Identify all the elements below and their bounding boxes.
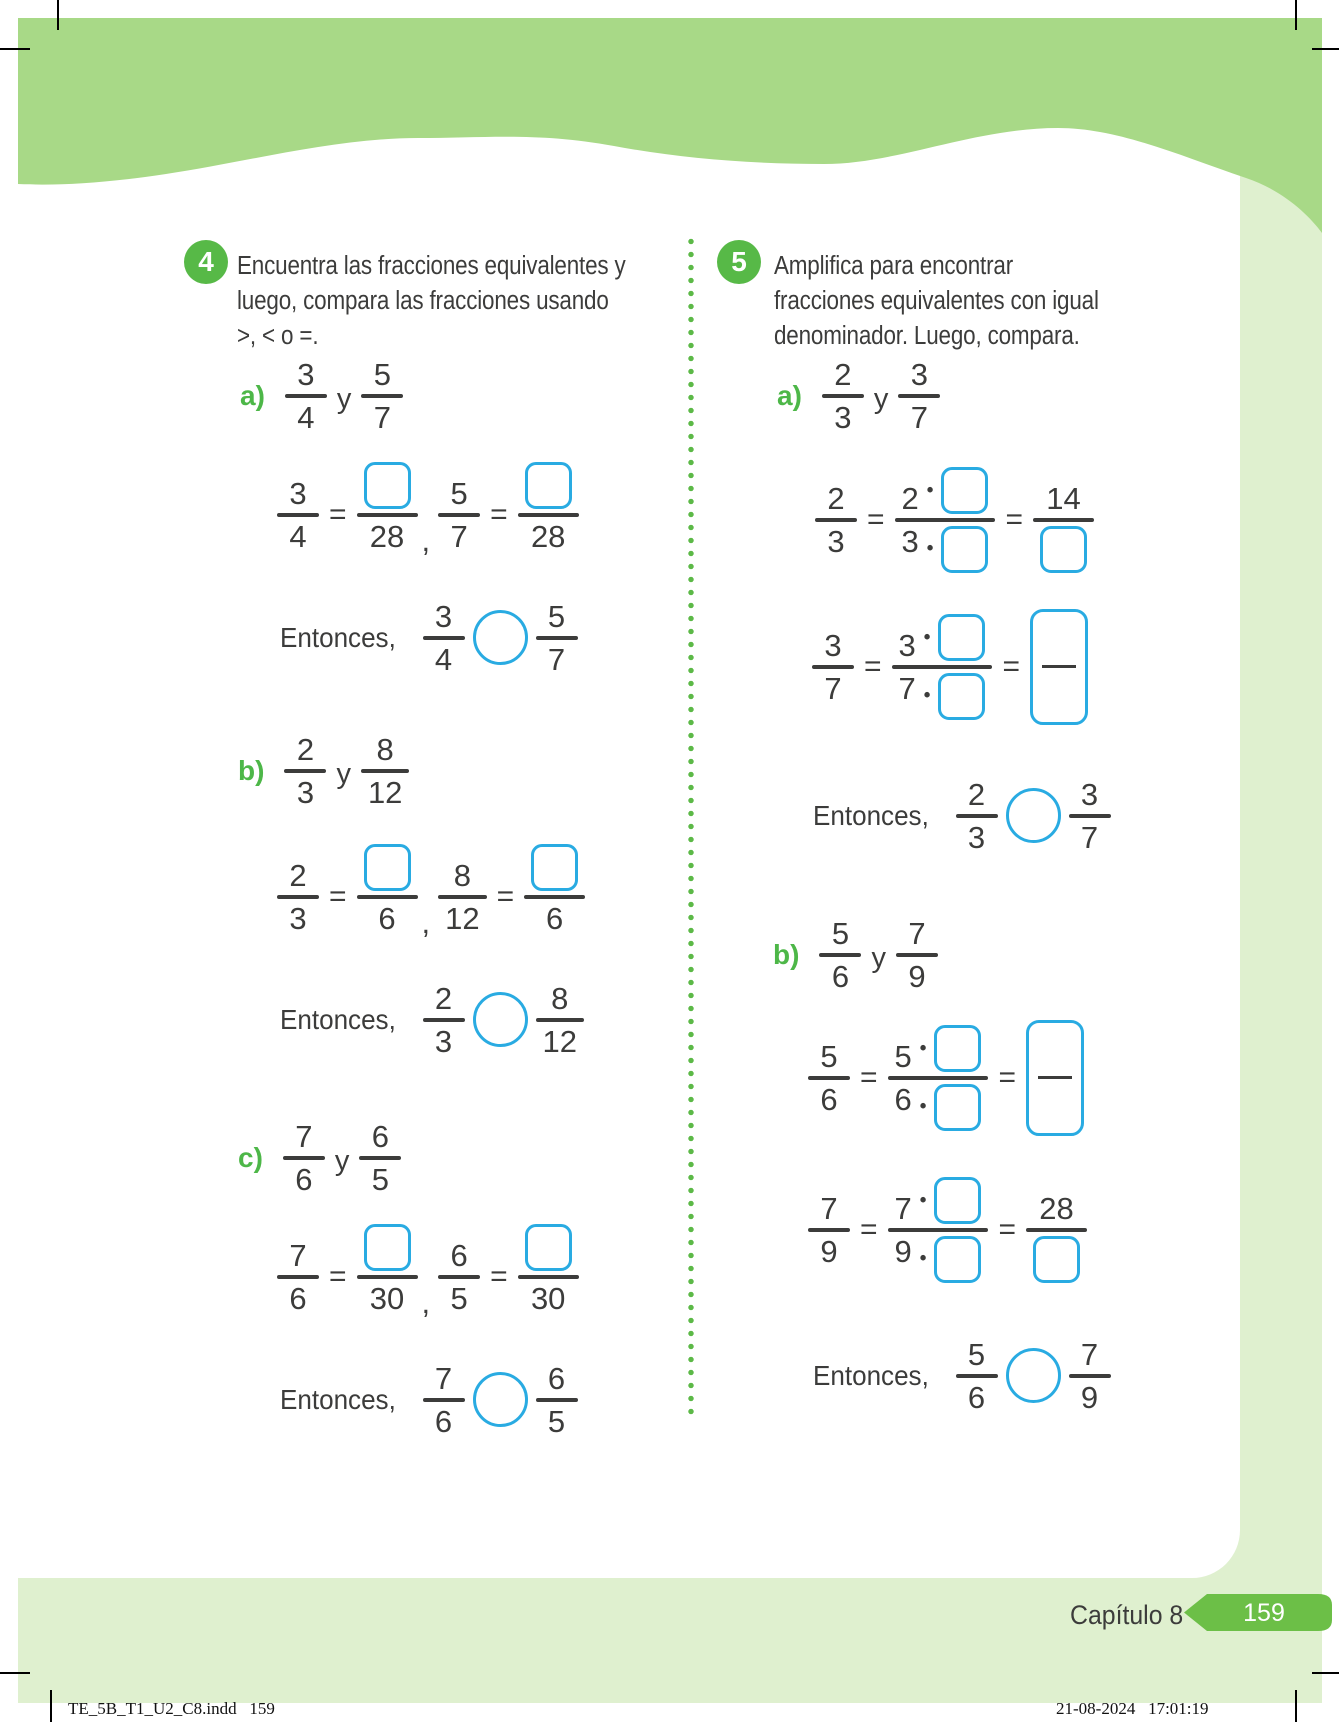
factor: 7: [898, 670, 916, 706]
multiply-dot: •: [926, 480, 934, 501]
answer-box[interactable]: [934, 1236, 981, 1283]
equals-sign: =: [1005, 502, 1023, 536]
denominator: 28: [369, 518, 405, 554]
part-row-4c: [238, 1120, 401, 1196]
numerator: 7: [820, 1191, 838, 1226]
fraction: [956, 1338, 998, 1414]
header-wave: [18, 18, 1322, 233]
answer-box[interactable]: [364, 844, 411, 891]
conjunction: y: [336, 758, 351, 791]
crop-mark: [1295, 0, 1297, 30]
fraction: [536, 982, 584, 1058]
entonces-row-4b: [280, 982, 584, 1058]
column-divider: [688, 238, 694, 1418]
multiply-dot: •: [923, 684, 931, 706]
fraction: [361, 733, 409, 809]
part-label: a): [777, 379, 802, 411]
fraction: [536, 600, 578, 676]
part-label: b): [238, 754, 265, 786]
crop-mark: [0, 1672, 30, 1674]
crop-mark: [0, 48, 30, 50]
fraction: [285, 358, 327, 434]
fraction: [438, 1239, 480, 1315]
entonces-row-5b: [813, 1338, 1111, 1414]
part-row-5a: [777, 358, 940, 434]
equation-row-4c: [277, 1219, 579, 1335]
comparison-circle[interactable]: [1006, 788, 1061, 843]
numerator: 7: [1080, 1337, 1099, 1372]
problem4-prompt: [237, 249, 626, 354]
numerator: 2: [296, 732, 315, 767]
factor: 6: [894, 1081, 912, 1117]
product-fraction: [892, 607, 993, 727]
fraction-answer-numerator: [518, 457, 579, 573]
problem-number-badge: 5: [717, 240, 761, 284]
print-slug-filename: TE_5B_T1_U2_C8.indd 159: [68, 1699, 275, 1718]
denominator: 3: [827, 523, 845, 559]
comma: ,: [421, 904, 431, 940]
equals-sign: =: [860, 1060, 878, 1094]
answer-box[interactable]: [938, 673, 985, 720]
fraction-answer-box[interactable]: [1030, 609, 1088, 725]
denominator: 3: [834, 399, 852, 435]
numerator: 7: [434, 1361, 453, 1396]
fraction: [808, 1192, 850, 1268]
denominator: 9: [908, 958, 926, 994]
numerator: 3: [297, 357, 315, 392]
equals-sign: =: [998, 1212, 1016, 1246]
fraction: [438, 859, 486, 935]
crop-mark: [1312, 48, 1339, 50]
equals-sign: =: [867, 502, 885, 536]
answer-box[interactable]: [934, 1025, 981, 1072]
answer-box[interactable]: [938, 614, 985, 661]
multiply-dot: •: [923, 627, 931, 648]
equals-sign: =: [329, 1259, 347, 1293]
entonces-label: Entonces,: [280, 621, 396, 653]
equation-row-5b-1: [808, 1018, 1084, 1138]
numerator: 6: [371, 1119, 390, 1154]
problem-number-badge: 4: [184, 240, 228, 284]
fraction: [423, 982, 465, 1058]
part-label: b): [773, 938, 800, 970]
numerator: 5: [373, 357, 392, 392]
denominator: 6: [831, 958, 850, 994]
numerator: 5: [820, 1039, 838, 1074]
factor: 2: [901, 481, 919, 516]
denominator: 30: [369, 1280, 405, 1316]
multiply-dot: •: [919, 1095, 927, 1117]
product-fraction: [888, 1170, 989, 1290]
fraction: [898, 358, 940, 434]
equals-sign: =: [496, 879, 515, 913]
fraction: [822, 358, 864, 434]
fraction-answer-numerator: [357, 839, 418, 955]
comparison-circle[interactable]: [473, 1372, 528, 1427]
entonces-row-4a: [280, 600, 578, 676]
product-fraction: [895, 460, 996, 580]
frame-bottom-band: [18, 1578, 1322, 1703]
fraction: [812, 629, 854, 705]
comparison-circle[interactable]: [473, 992, 528, 1047]
denominator: 9: [820, 1233, 838, 1269]
denominator: 7: [547, 641, 566, 677]
denominator: 5: [371, 1161, 390, 1197]
fraction-answer-numerator: [524, 839, 585, 955]
print-slug-datetime: 21-08-2024 17:01:19: [1056, 1699, 1209, 1718]
fraction: [815, 482, 857, 558]
problem5-prompt: [774, 249, 1099, 354]
part-label: c): [238, 1141, 263, 1173]
numerator: 2: [834, 357, 852, 392]
answer-box[interactable]: [1033, 1236, 1080, 1283]
denominator: 3: [289, 900, 307, 936]
fraction: [277, 859, 319, 935]
fraction: [1069, 778, 1111, 854]
denominator: 4: [297, 399, 315, 435]
fraction: [896, 917, 938, 993]
product-fraction: [888, 1018, 989, 1138]
fraction: [361, 358, 403, 434]
prompt-line: Amplifica para encontrar: [774, 252, 1014, 280]
fraction-answer-denominator: [1026, 1172, 1087, 1288]
prompt-line: >, < o =.: [237, 322, 319, 350]
comparison-circle[interactable]: [473, 610, 528, 665]
equals-sign: =: [329, 497, 347, 531]
fraction: [808, 1040, 850, 1116]
numerator: 3: [824, 628, 842, 663]
denominator: 28: [530, 518, 566, 554]
crop-mark: [1295, 1690, 1297, 1722]
denominator: 6: [295, 1161, 313, 1197]
equation-row-5b-2: [808, 1170, 1087, 1290]
denominator: 4: [289, 518, 307, 554]
factor: 5: [894, 1039, 912, 1074]
denominator: 4: [434, 641, 453, 677]
numerator: 3: [1080, 777, 1099, 812]
fraction: [1069, 1338, 1111, 1414]
fraction: [423, 600, 465, 676]
numerator: 14: [1046, 481, 1081, 516]
multiply-dot: •: [919, 1038, 927, 1059]
equation-row-5a-1: [815, 460, 1094, 580]
fraction: [284, 733, 326, 809]
answer-box[interactable]: [934, 1177, 981, 1224]
conjunction: y: [334, 1145, 350, 1178]
answer-box[interactable]: [364, 1224, 411, 1271]
fraction-answer-numerator: [518, 1219, 579, 1335]
equation-row-4b: [277, 839, 585, 955]
answer-box[interactable]: [934, 1084, 981, 1131]
numerator: 5: [967, 1337, 986, 1372]
numerator: 6: [547, 1361, 566, 1396]
denominator: 7: [824, 670, 842, 706]
denominator: 7: [1080, 819, 1099, 855]
answer-box[interactable]: [941, 526, 988, 573]
multiply-dot: •: [919, 1247, 927, 1269]
conjunction: y: [873, 383, 889, 416]
numerator: 5: [831, 916, 850, 951]
factor: 7: [894, 1191, 912, 1226]
entonces-label: Entonces,: [813, 1359, 929, 1391]
crop-mark: [57, 0, 59, 30]
fraction: [819, 917, 861, 993]
prompt-line: Encuentra las fracciones equivalentes y: [237, 252, 626, 280]
page-number: 159: [1243, 1599, 1285, 1627]
numerator: 8: [551, 981, 569, 1016]
answer-box[interactable]: [1040, 526, 1087, 573]
part-row-5b: [773, 917, 938, 993]
fraction: [536, 1362, 578, 1438]
equation-row-4a: [277, 457, 579, 573]
denominator: 6: [820, 1081, 838, 1117]
numerator: 7: [908, 916, 926, 951]
denominator: 7: [910, 399, 929, 435]
comparison-circle[interactable]: [1006, 1348, 1061, 1403]
numerator: 7: [295, 1119, 313, 1154]
answer-box[interactable]: [525, 1224, 572, 1271]
prompt-line: luego, compara las fracciones usando: [237, 287, 609, 315]
numerator: 8: [376, 732, 394, 767]
equals-sign: =: [490, 497, 508, 531]
fraction-answer-denominator: [1033, 462, 1094, 578]
fraction: [277, 477, 319, 553]
denominator: 6: [546, 900, 564, 936]
denominator: 3: [434, 1023, 453, 1059]
answer-box[interactable]: [531, 844, 578, 891]
page-number-badge: [1184, 1594, 1332, 1631]
denominator: 5: [547, 1403, 566, 1439]
numerator: 2: [434, 981, 453, 1016]
fraction: [438, 477, 480, 553]
denominator: 6: [434, 1403, 453, 1439]
part-row-4b: [238, 733, 409, 809]
comma: ,: [421, 522, 431, 558]
equals-sign: =: [1002, 649, 1020, 683]
numerator: 8: [453, 858, 472, 893]
fraction-answer-numerator: [357, 457, 418, 573]
denominator: 12: [542, 1023, 578, 1059]
equals-sign: =: [490, 1259, 508, 1293]
numerator: 2: [289, 858, 307, 893]
answer-box[interactable]: [364, 462, 411, 509]
conjunction: y: [336, 383, 352, 416]
numerator: 7: [289, 1238, 307, 1273]
denominator: 7: [450, 518, 468, 554]
fraction: [956, 778, 998, 854]
equation-row-5a-2: [812, 607, 1088, 727]
part-row-4a: [240, 358, 403, 434]
multiply-dot: •: [919, 1190, 927, 1211]
answer-box[interactable]: [525, 462, 572, 509]
numerator: 5: [547, 599, 566, 634]
entonces-row-4c: [280, 1362, 578, 1438]
factor: 3: [901, 523, 919, 559]
fraction: [283, 1120, 325, 1196]
fraction-answer-box[interactable]: [1026, 1020, 1084, 1136]
fraction: [277, 1239, 319, 1315]
crop-mark: [50, 1690, 52, 1722]
chapter-label: Capítulo 8: [1070, 1600, 1184, 1630]
entonces-label: Entonces,: [280, 1003, 396, 1035]
denominator: 3: [967, 819, 986, 855]
entonces-label: Entonces,: [280, 1383, 396, 1415]
part-label: a): [240, 379, 265, 411]
denominator: 3: [296, 774, 315, 810]
fraction-answer-numerator: [357, 1219, 418, 1335]
prompt-line: fracciones equivalentes con igual: [774, 287, 1099, 315]
fraction: [359, 1120, 401, 1196]
conjunction: y: [871, 942, 886, 975]
equals-sign: =: [860, 1212, 878, 1246]
factor: 3: [898, 628, 916, 663]
denominator: 12: [445, 900, 480, 936]
denominator: 5: [450, 1280, 468, 1316]
prompt-line: denominador. Luego, compara.: [774, 322, 1080, 350]
fraction: [423, 1362, 465, 1438]
multiply-dot: •: [926, 537, 934, 559]
crop-mark: [1312, 1672, 1339, 1674]
numerator: 3: [434, 599, 453, 634]
numerator: 5: [450, 476, 468, 511]
comma: ,: [421, 1284, 431, 1320]
answer-box[interactable]: [941, 467, 988, 514]
numerator: 3: [910, 357, 929, 392]
denominator: 9: [1080, 1379, 1099, 1415]
frame-right-strip: [1240, 100, 1322, 1703]
numerator: 2: [827, 481, 845, 516]
denominator: 7: [373, 399, 392, 435]
numerator: 28: [1039, 1191, 1074, 1226]
equals-sign: =: [998, 1060, 1016, 1094]
entonces-row-5a: [813, 778, 1111, 854]
entonces-label: Entonces,: [813, 799, 929, 831]
denominator: 6: [967, 1379, 986, 1415]
equals-sign: =: [864, 649, 882, 683]
equals-sign: =: [329, 879, 347, 913]
denominator: 12: [367, 774, 403, 810]
denominator: 30: [530, 1280, 566, 1316]
denominator: 6: [378, 900, 396, 936]
denominator: 6: [289, 1280, 307, 1316]
factor: 9: [894, 1233, 912, 1269]
numerator: 3: [289, 476, 307, 511]
numerator: 2: [967, 777, 986, 812]
numerator: 6: [450, 1238, 468, 1273]
